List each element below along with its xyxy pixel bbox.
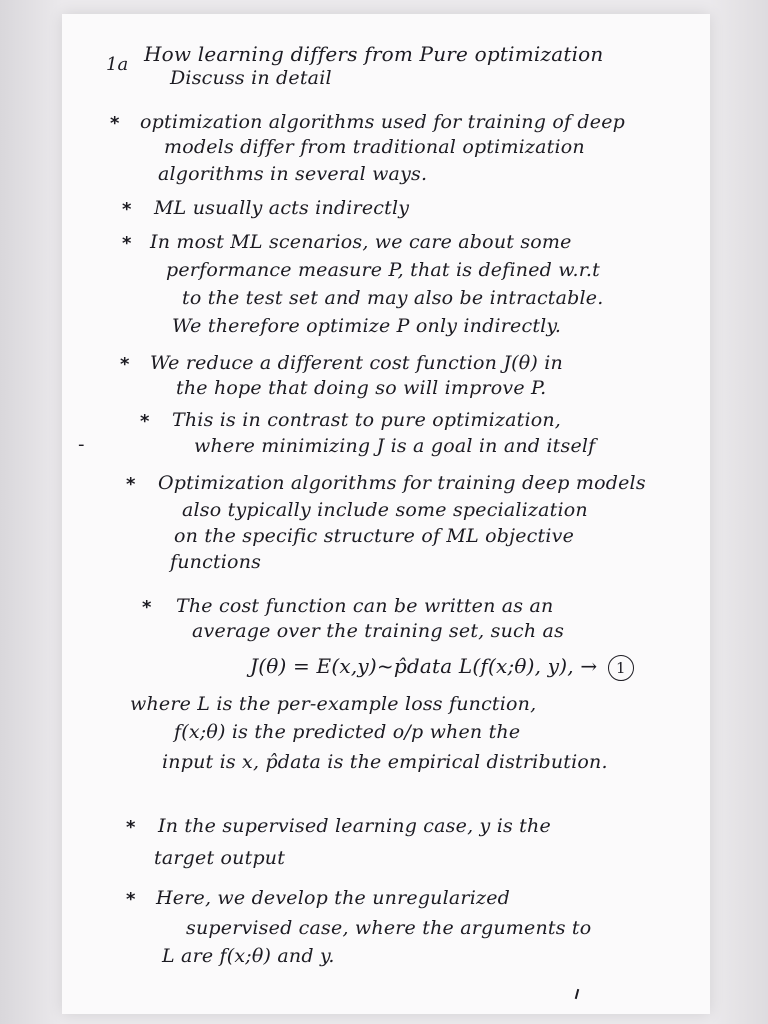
bullet-marker: * (122, 233, 132, 254)
note-line: optimization algorithms used for training of deep (140, 111, 626, 133)
background-left-shade (0, 0, 62, 1024)
bullet-marker: * (126, 474, 136, 495)
cost-function-equation (250, 654, 634, 681)
note-line: performance measure P, that is defined w.r.t (166, 259, 600, 281)
note-line: input is x, p̂data is the empirical distribution. (162, 751, 608, 773)
note-line: Here, we develop the unregularized (156, 887, 511, 909)
bullet-marker: * (110, 113, 120, 134)
note-line: f(x;θ) is the predicted o/p when the (174, 721, 521, 743)
note-line: ML usually acts indirectly (154, 197, 410, 219)
note-line: We reduce a different cost function J(θ) in (150, 352, 563, 374)
notebook-page (62, 14, 710, 1014)
note-line: L are f(x;θ) and y. (162, 945, 335, 967)
note-line: The cost function can be written as an (176, 595, 554, 617)
bullet-marker: * (140, 411, 150, 432)
question-number: 1a (106, 54, 129, 75)
note-line: where L is the per-example loss function, (130, 693, 537, 715)
note-line: algorithms in several ways. (158, 163, 428, 185)
question-subtitle: Discuss in detail (170, 67, 332, 89)
note-line: This is in contrast to pure optimization, (172, 409, 562, 431)
pen-mark (575, 989, 580, 999)
note-line: on the specific structure of ML objective (174, 525, 575, 547)
note-line: target output (154, 847, 286, 869)
equation-number: 1 (608, 655, 634, 681)
note-line: Optimization algorithms for training deep models (158, 472, 646, 494)
arrow-icon: → (580, 654, 598, 678)
bullet-marker: * (126, 817, 136, 838)
note-line: also typically include some specialization (182, 499, 588, 521)
question-title: How learning differs from Pure optimization (144, 42, 604, 66)
margin-dash: - (78, 434, 85, 455)
note-line: We therefore optimize P only indirectly. (172, 315, 562, 337)
note-line: In most ML scenarios, we care about some (150, 231, 572, 253)
note-line: functions (170, 551, 262, 573)
bullet-marker: * (126, 889, 136, 910)
bullet-marker: * (122, 199, 132, 220)
note-line: supervised case, where the arguments to (186, 917, 592, 939)
note-line: average over the training set, such as (192, 620, 565, 642)
bullet-marker: * (120, 354, 130, 375)
note-line: In the supervised learning case, y is the (158, 815, 551, 837)
equation-text: J(θ) = E(x,y)~p̂data L(f(x;θ), y), (250, 654, 574, 678)
background-right-shade (710, 0, 768, 1024)
note-line: to the test set and may also be intractable. (182, 287, 604, 309)
note-line: models differ from traditional optimization (164, 136, 585, 158)
note-line: where minimizing J is a goal in and itself (194, 435, 596, 457)
note-line: the hope that doing so will improve P. (176, 377, 547, 399)
bullet-marker: * (142, 597, 152, 618)
